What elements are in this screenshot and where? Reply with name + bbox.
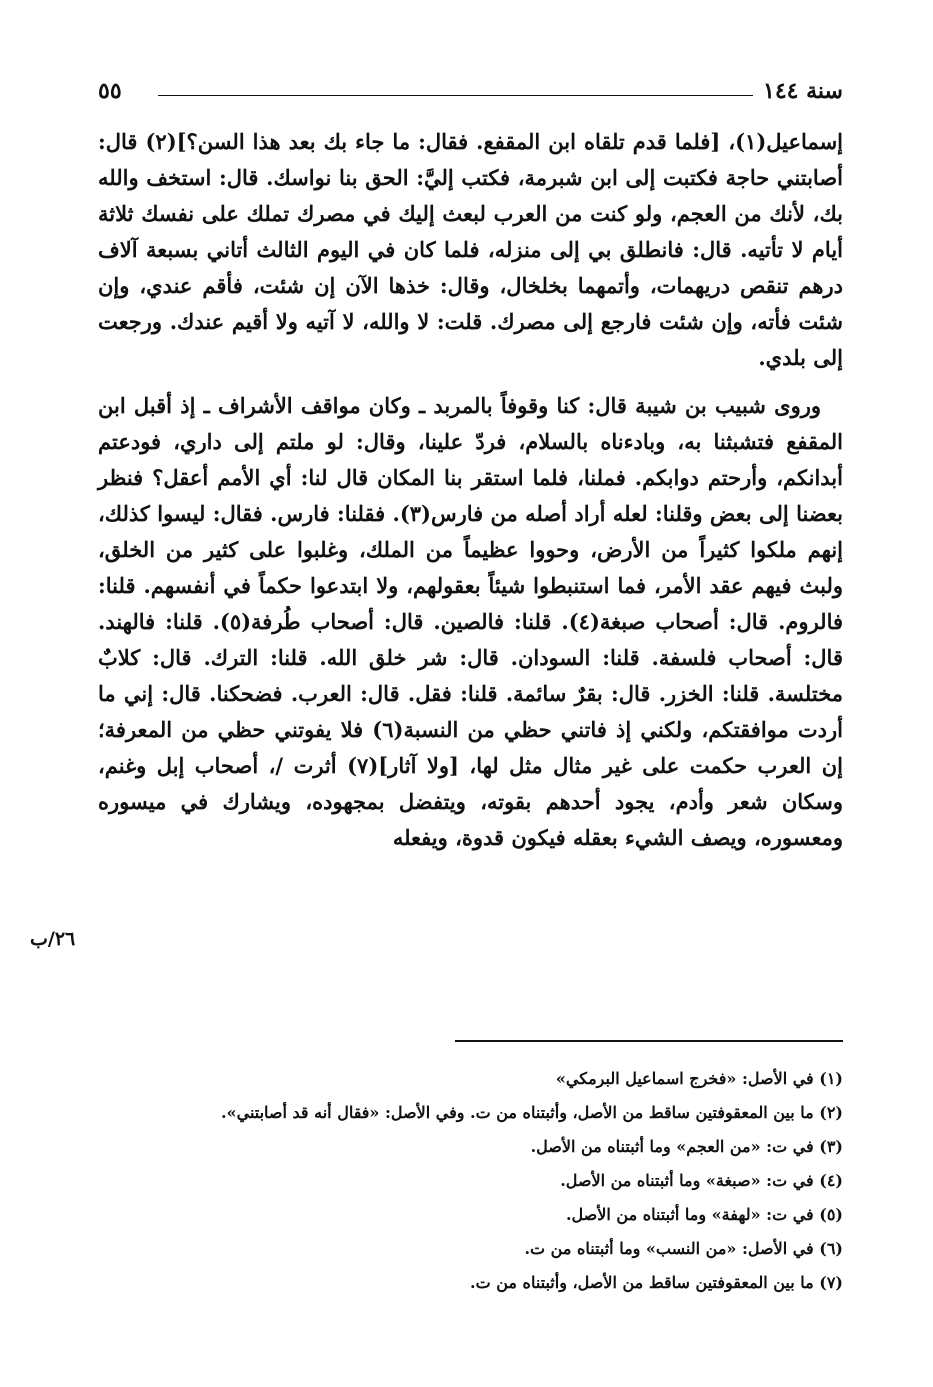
footnotes	[98, 1062, 843, 1300]
footnote: (٢) ما بين المعقوفتين ساقط من الأصل، وأثبتناه من ت. وفي الأصل: «فقال أنه قد أصابتني».	[221, 1103, 843, 1122]
footnote: (٧) ما بين المعقوفتين ساقط من الأصل، وأثبتناه من ت.	[470, 1273, 843, 1292]
footnote: (٣) في ت: «من العجم» وما أثبتناه من الأصل.	[530, 1137, 843, 1156]
footnote: (٤) في ت: «صبغة» وما أثبتناه من الأصل.	[560, 1171, 843, 1190]
main-text	[98, 124, 843, 856]
paragraph: وروى شبيب بن شيبة قال: كنا وقوفاً بالمربد ـ وكان مواقف الأشراف ـ إذ أقبل ابن المقفع فتشبثنا به، وبادءناه بالسلام، فردّ علينا، وقال: لو ملتم إلى داري، فودعتم أبدانكم، وأرحتم دوابكم. فملنا، فلما استقر بنا المكان قال لنا: أي الأمم أعقل؟ فنظر بعضنا إلى بعض وقلنا: لعله أراد أصله من فارس(٣). فقلنا: فارس. فقال: ليسوا كذلك، إنهم ملكوا كثيراً من الأرض، وحووا عظيماً من الملك، وغلبوا على كثير من الخلق، ولبث فيهم عقد الأمر، فما استنبطوا شيئاً بعقولهم، ولا ابتدعوا حكماً في أنفسهم. قلنا: فالروم. قال: أصحاب صبغة(٤). قلنا: فالصين. قال: أصحاب طُرفة(٥). قلنا: فالهند. قال: أصحاب فلسفة. قلنا: السودان. قال: شر خلق الله. قلنا: الترك. قال: كلابٌ مختلسة. قلنا: الخزر. قال: بقرٌ سائمة. قلنا: فقل. قال: العرب. فضحكنا. قال: إني ما أردت موافقتكم، ولكني إذ فاتني حظي من النسبة(٦) فلا يفوتني حظي من المعرفة؛ إن العرب حكمت على غير مثال مثل لها، [ولا آثار](٧) أثرت /، أصحاب إبل وغنم، وسكان شعر وأدم، يجود أحدهم بقوته، ويتفضل بمجهوده، ويشارك في ميسوره ومعسوره، ويصف الشيء بعقله فيكون قدوة، ويفعله	[98, 393, 843, 850]
header-rule	[158, 95, 753, 96]
footnote-separator	[455, 1040, 843, 1042]
page-number: ٥٥	[98, 78, 122, 104]
footnote: (١) في الأصل: «فخرج اسماعيل البرمكي»	[555, 1069, 843, 1088]
header-title: سنة ١٤٤	[763, 78, 843, 104]
manuscript-folio-note: ٢٦/ب	[30, 928, 76, 950]
footnote: (٦) في الأصل: «من النسب» وما أثبتناه من ت.	[524, 1239, 843, 1258]
footnote: (٥) في ت: «لهفة» وما أثبتناه من الأصل.	[565, 1205, 843, 1224]
running-header	[98, 78, 843, 110]
paragraph: إسماعيل(١)، [فلما قدم تلقاه ابن المقفع. فقال: ما جاء بك بعد هذا السن؟](٢) قال: أصابتني حاجة فكتبت إلى ابن شبرمة، فكتب إليَّ: الحق بنا نواسك. قال: استخف والله بك، لأنك من العجم، ولو كنت من العرب لبعث إليك في مصرك تملك على نفسك ثلاثة أيام لا تأتيه. قال: فانطلق بي إلى منزله، فلما كان في اليوم الثالث أتاني بسبعة آلاف درهم تنقص دريهمات، وأتمهما بخلخال، وقال: خذها الآن إن شئت، فأقم عندي، وإن شئت فأته، وإن شئت فارجع إلى مصرك. قلت: لا والله، لا آتيه ولا أقيم عندك. ورجعت إلى بلدي.	[98, 129, 844, 370]
